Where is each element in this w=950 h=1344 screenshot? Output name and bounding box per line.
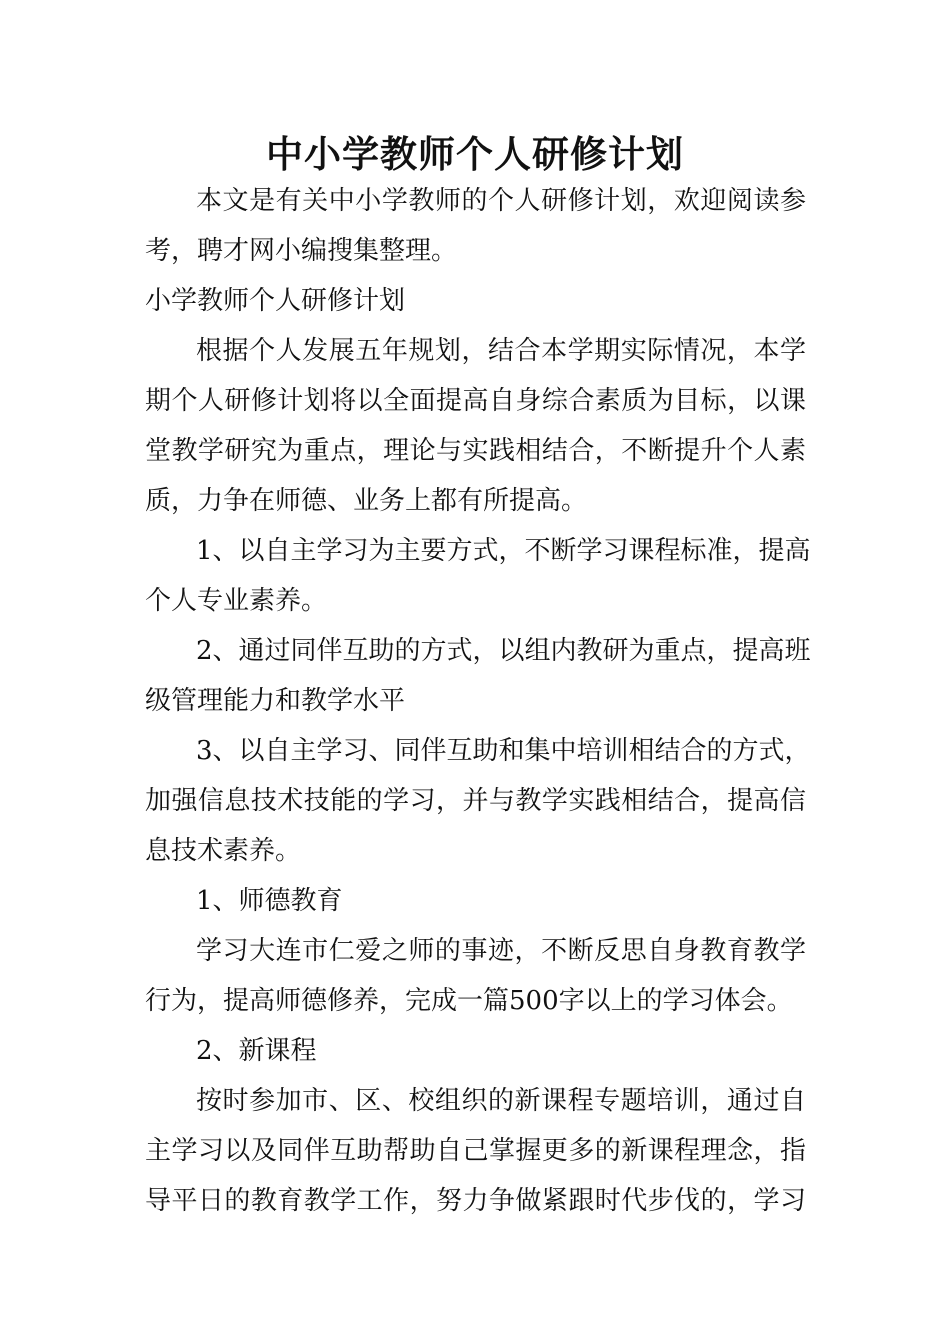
document-title: 中小学教师个人研修计划 <box>266 132 684 176</box>
paragraph-line: 行为，提高师德修养，完成一篇500字以上的学习体会。 <box>145 986 793 1016</box>
paragraph-line: 本文是有关中小学教师的个人研修计划，欢迎阅读参 <box>196 186 806 216</box>
paragraph-line: 导平日的教育教学工作，努力争做紧跟时代步伐的，学习 <box>145 1186 806 1216</box>
section-heading: 小学教师个人研修计划 <box>145 286 406 316</box>
paragraph-line: 主学习以及同伴互助帮助自己掌握更多的新课程理念，指 <box>145 1136 806 1166</box>
paragraph-line: 学习大连市仁爱之师的事迹，不断反思自身教育教学 <box>196 936 806 966</box>
paragraph-line: 期个人研修计划将以全面提高自身综合素质为目标，以课 <box>145 386 806 416</box>
list-item-line: 级管理能力和教学水平 <box>145 686 406 716</box>
list-item-line: 个人专业素养。 <box>145 586 328 616</box>
paragraph-line: 按时参加市、区、校组织的新课程专题培训，通过自 <box>196 1086 806 1116</box>
subheading: 1、师德教育 <box>196 886 343 916</box>
list-item-line: 3、以自主学习、同伴互助和集中培训相结合的方式， <box>196 736 811 766</box>
paragraph-line: 质，力争在师德、业务上都有所提高。 <box>145 486 588 516</box>
paragraph-line: 考，聘才网小编搜集整理。 <box>145 236 458 266</box>
list-item-line: 2、通过同伴互助的方式，以组内教研为重点，提高班 <box>196 636 811 666</box>
list-item-line: 息技术素养。 <box>145 836 302 866</box>
list-item-line: 1、以自主学习为主要方式，不断学习课程标准，提高 <box>196 536 811 566</box>
paragraph-line: 堂教学研究为重点，理论与实践相结合，不断提升个人素 <box>145 436 806 466</box>
list-item-line: 加强信息技术技能的学习，并与教学实践相结合，提高信 <box>145 786 806 816</box>
subheading: 2、新课程 <box>196 1036 317 1066</box>
paragraph-line: 根据个人发展五年规划，结合本学期实际情况，本学 <box>196 336 806 366</box>
